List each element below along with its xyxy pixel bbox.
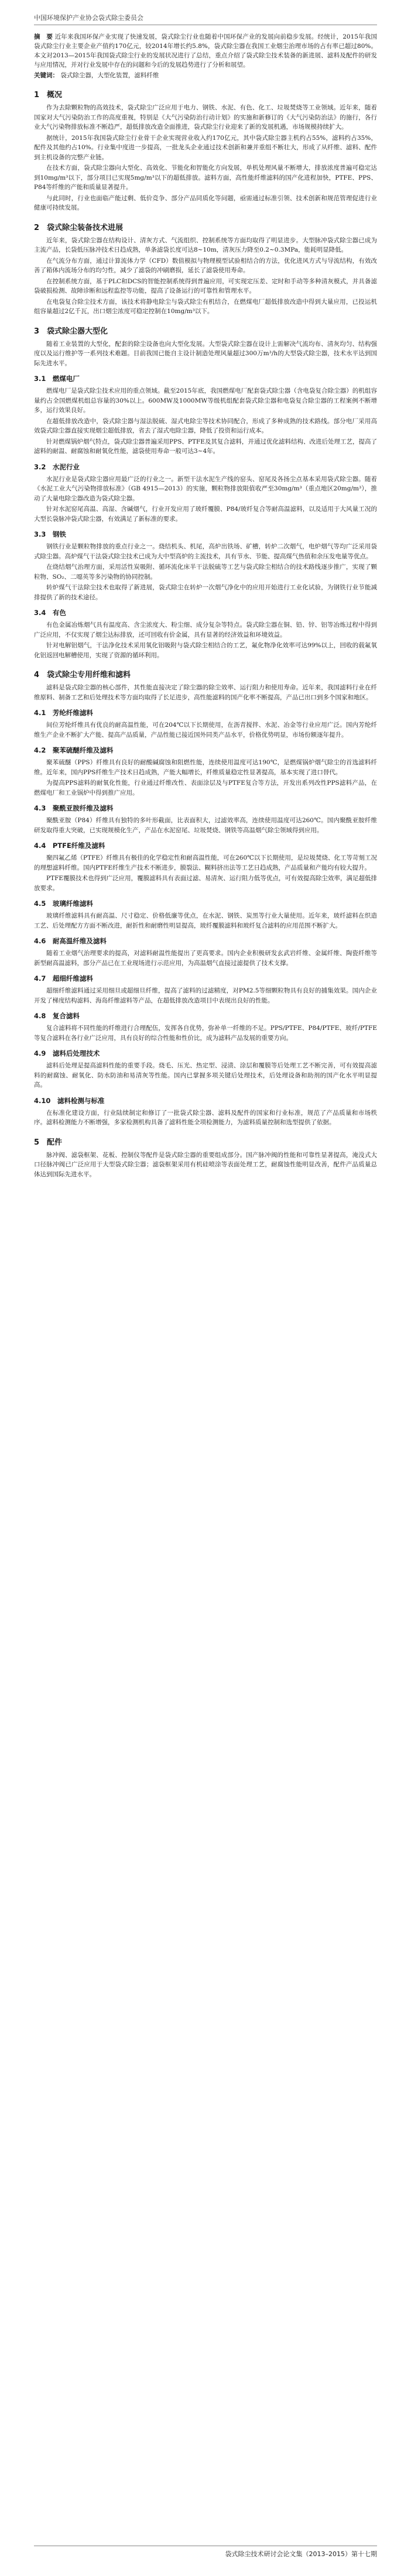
paragraph: 超细纤维滤料通过采用细旦或超细旦纤维，提高了滤料的过滤精度，对PM2.5等细颗粒物具有良好的捕集效果。国内企业开发了梯度结构滤料、海岛纤维滤料等产品，在超低排放改造项目中表现出良好的性能。 xyxy=(34,987,377,1004)
abstract-text: 近年来我国环保产业实现了快速发展，袋式除尘行业也随着中国环保产业的发展向前稳步发展。经统计，2015年我国袋式除尘行业主要企业产值约170亿元，较2014年增长约5.8%，袋式除尘器在我国工业烟尘治理市场的占有率已超过80%。本文对2013—2015年我国袋式除尘行业的发展状况进行了总结，重点介绍了袋式除尘技术装备的新进展、滤料及配件的研发与应用情况，并对行业发展中存在的问题和今后的发展趋势进行了分析和展望。 xyxy=(34,33,377,68)
paragraph: 在气流分布方面，通过计算流体力学（CFD）数值模拟与物理模型试验相结合的方法，优化进风方式与导流结构，有效改善了箱体内流场分布的均匀性，减少了滤袋的冲刷磨损，延长了滤袋使用寿命。 xyxy=(34,257,377,274)
body-content xyxy=(34,88,377,1179)
paragraph: 在电袋复合除尘技术方面，该技术将静电除尘与袋式除尘有机结合，在燃煤电厂超低排放改造中得到大量应用，已投运机组容量超过2亿千瓦，出口烟尘浓度可稳定控制在10mg/m³以下。 xyxy=(34,298,377,315)
section-heading: 5 配件 xyxy=(34,1138,63,1147)
paragraph: 针对燃煤锅炉烟气特点，袋式除尘器普遍采用PPS、PTFE及其复合滤料，并通过优化滤料结构、改进后处理工艺，提高了滤料的耐温、耐腐蚀和耐氧化性能，滤袋使用寿命一般可达3~4年。 xyxy=(34,438,377,455)
paragraph: 在控制系统方面，基于PLC和DCS的智能控制系统得到普遍应用，可实现定压差、定时和手动等多种清灰模式，并具备滤袋破损检测、故障诊断和远程监控等功能，提高了设备运行的可靠性和管理水平。 xyxy=(34,277,377,294)
section-heading: 4 袋式除尘专用纤维和滤料 xyxy=(34,671,131,679)
paragraph: 在超低排放改造中，袋式除尘器与湿法脱硫、湿式电除尘等技术协同配合，形成了多种成熟的技术路线。部分电厂采用高效袋式除尘器直接实现烟尘超低排放，省去了湿式电除尘器，降低了投资和运行成本。 xyxy=(34,417,377,434)
subsection-heading: 4.2 聚苯硫醚纤维及滤料 xyxy=(34,746,114,754)
section-heading: 3 袋式除尘器大型化 xyxy=(34,327,108,336)
subsection-heading: 4.5 玻璃纤维滤料 xyxy=(34,899,93,908)
paragraph: 针对电解铝烟气，干法净化技术采用氧化铝吸附与袋式除尘相结合的工艺，氟化物净化效率可达99%以上，回收的载氟氧化铝返回电解槽使用，实现了资源的循环利用。 xyxy=(34,642,377,659)
paragraph: 在烧结烟气治理方面，采用活性炭吸附、循环流化床半干法脱硫等工艺与袋式除尘相结合的技术路线逐步推广，实现了颗粒物、SO₂、二噁英等多污染物的协同控制。 xyxy=(34,564,377,581)
paragraph: 钢铁行业是颗粒物排放的重点行业之一。烧结机头、机尾，高炉出铁场、矿槽，转炉二次烟气，电炉烟气等均广泛采用袋式除尘器。高炉煤气干法袋式除尘技术已成为大中型高炉的主流技术，具有节水、节能、提高煤气热值和余压发电量等优点。 xyxy=(34,543,377,560)
paragraph: 燃煤电厂是袋式除尘技术应用的重点领域。截至2015年底，我国燃煤电厂配套袋式除尘器（含电袋复合除尘器）的机组容量约占全国燃煤机组总容量的30%以上。600MW及1000MW等级机组配套袋式除尘器和电袋复合除尘器的工程案例不断增多，运行效果良好。 xyxy=(34,387,377,414)
paragraph: 随着工业烟气治理要求的提高，对滤料耐温性能提出了更高要求。国内企业积极研发玄武岩纤维、金属纤维、陶瓷纤维等新型耐高温滤料，部分产品已在工业现场进行示范应用，为高温烟气直接过滤提供了技术支撑。 xyxy=(34,950,377,967)
subsection-heading: 4.4 PTFE纤维及滤料 xyxy=(34,842,105,850)
paragraph: 脉冲阀、滤袋框架、花板、控制仪等配件是袋式除尘器的重要组成部分。国产脉冲阀的性能和可靠性显著提高，淹没式大口径脉冲阀已广泛应用于大型袋式除尘器；滤袋框架采用有机硅喷涂等表面处理工艺，耐腐蚀性能明显改善，配件产品质量总体达到国际先进水平。 xyxy=(34,1151,377,1178)
subsection-heading: 3.3 钢铁 xyxy=(34,530,66,538)
paragraph: 聚苯硫醚（PPS）纤维具有良好的耐酸碱腐蚀和阻燃性能，连续使用温度可达190℃，是燃煤锅炉烟气除尘的首选滤料纤维。近年来，国内PPS纤维生产技术日趋成熟，产能大幅增长，纤维质量稳定性显著提高，基本实现了进口替代。 xyxy=(34,759,377,776)
paragraph: 有色金属冶炼烟气具有温度高、含尘浓度大、粉尘细、成分复杂等特点。袋式除尘器在铜、铅、锌、铝等冶炼过程中得到广泛应用，不仅实现了烟尘达标排放，还可回收有价金属，具有显著的经济效益和环境效益。 xyxy=(34,621,377,638)
paragraph: 复合滤料将不同性能的纤维进行合理配伍，发挥各自优势，弥补单一纤维的不足。PPS/PTFE、P84/PTFE、玻纤/PTFE等复合滤料在各行业广泛应用，具有良好的综合性能和性价比，成为滤料产品发展的重要方向。 xyxy=(34,1025,377,1042)
paragraph: 聚酰亚胺（P84）纤维具有独特的多叶形截面，比表面积大，过滤效率高，连续使用温度可达260℃。国内聚酰亚胺纤维研发取得重大突破，已实现规模化生产，产品在水泥窑尾、垃圾焚烧、钢铁等高温烟气除尘领域得到应用。 xyxy=(34,817,377,834)
paragraph: 玻璃纤维滤料具有耐高温、尺寸稳定、价格低廉等优点，在水泥、钢铁、炭黑等行业大量使用。近年来，玻纤滤料在织造工艺、后处理配方方面不断改进，耐折性和耐磨性明显提高，玻纤覆膜滤料和玻纤复合滤料的应用范围不断扩大。 xyxy=(34,912,377,929)
paragraph: 在技术方面，袋式除尘器向大型化、高效化、节能化和智能化方向发展，单机处理风量不断增大，排放浓度普遍可稳定达到10mg/m³以下，部分项目已实现5mg/m³以下的超低排放。滤料方面，高性能纤维滤料的国产化进程加快，PTFE、PPS、P84等纤维的产能和质量显著提升。 xyxy=(34,164,377,191)
paragraph: 据统计，2015年我国袋式除尘行业骨干企业实现营业收入约170亿元，其中袋式除尘器主机约占55%，滤料约占35%，配件及其他约占10%。行业集中度进一步提高，一批龙头企业通过技术创新和兼并重组不断壮大，形成了从纤维、滤料、配件到主机设备的完整产业链。 xyxy=(34,134,377,161)
paragraph: 间位芳纶纤维具有优良的耐高温性能，可在204℃以下长期使用，在沥青搅拌、水泥、冶金等行业应用广泛。国内芳纶纤维生产企业不断扩大产能、提高产品质量，产品性能已接近国外同类产品水平，价格优势明显，市场份额逐年提升。 xyxy=(34,722,377,739)
paragraph: 作为去除颗粒物的高效技术，袋式除尘广泛应用于电力、钢铁、水泥、有色、化工、垃圾焚烧等工业领域。近年来，随着国家对大气污染防治工作的高度重视，特别是《大气污染防治行动计划》的实施和新修订的《大气污染防治法》的施行，各行业大气污染物排放标准不断趋严，超低排放改造全面推进，袋式除尘行业迎来了新的发展机遇，市场规模持续扩大。 xyxy=(34,104,377,130)
section-heading: 1 概况 xyxy=(34,91,63,99)
subsection-heading: 4.6 耐高温纤维及滤料 xyxy=(34,937,107,945)
subsection-heading: 4.10 滤料检测与标准 xyxy=(34,1096,105,1105)
paragraph: 针对水泥窑尾高温、高湿、含碱烟气，行业开发应用了玻纤覆膜、P84/玻纤复合等耐高温滤料，以及适用于大风量工况的大型长袋脉冲袋式除尘器，有效满足了新标准的要求。 xyxy=(34,506,377,523)
paragraph: 为提高PPS滤料的耐氧化性能，行业通过纤维改性、表面涂层及与PTFE复合等方法，开发出系列改性PPS滤料产品，在燃煤电厂和工业锅炉中得到推广应用。 xyxy=(34,779,377,796)
subsection-heading: 4.1 芳纶纤维滤料 xyxy=(34,709,93,717)
subsection-heading: 4.9 滤料后处理技术 xyxy=(34,1049,100,1057)
abstract xyxy=(34,32,377,70)
abstract-label: 摘 要 xyxy=(34,33,53,40)
paragraph: PTFE覆膜技术也得到广泛应用，覆膜滤料具有表面过滤、易清灰、运行阻力低等优点，可有效提高除尘效率，满足超低排放要求。 xyxy=(34,875,377,892)
paragraph: 在标准化建设方面，行业陆续制定和修订了一批袋式除尘器、滤料及配件的国家和行业标准，规范了产品质量和市场秩序。滤料检测能力不断增强，多家检测机构具备了滤料性能全项检测能力，为滤料质量控制和选型提供了依据。 xyxy=(34,1109,377,1126)
subsection-heading: 3.2 水泥行业 xyxy=(34,462,80,471)
keywords-text: 袋式除尘器，大型化装置，滤料纤维 xyxy=(60,72,159,79)
paragraph: 随着工业装置的大型化，配套的除尘设备也向大型化发展。大型袋式除尘器在设计上需解决气流均布、清灰均匀、结构强度以及运行维护等一系列技术难题。目前我国已能自主设计制造处理风量超过300万m³/h的大型袋式除尘器，技术水平达到国际先进水平。 xyxy=(34,340,377,367)
subsection-heading: 3.4 有色 xyxy=(34,609,66,617)
subsection-heading: 4.7 超细纤维滤料 xyxy=(34,974,93,983)
subsection-heading: 4.3 聚酰亚胺纤维及滤料 xyxy=(34,804,114,812)
subsection-heading: 3.1 燃煤电厂 xyxy=(34,375,80,383)
paragraph: 聚四氟乙烯（PTFE）纤维具有极佳的化学稳定性和耐高温性能，可在260℃以下长期使用，是垃圾焚烧、化工等苛刻工况的理想滤料纤维。国内PTFE纤维生产技术不断进步，膜裂法、糊料挤出法等工艺日趋成熟，产品质量和产能均有较大提升。 xyxy=(34,854,377,871)
keywords-label: 关键词： xyxy=(34,72,59,79)
paragraph: 与此同时，行业也面临产能过剩、低价竞争、部分产品同质化等问题，亟需通过标准引领、技术创新和规范管理促进行业健康可持续发展。 xyxy=(34,194,377,211)
subsection-heading: 4.8 复合滤料 xyxy=(34,1012,80,1020)
paragraph: 近年来，袋式除尘器在结构设计、清灰方式、气流组织、控制系统等方面均取得了明显进步。大型脉冲袋式除尘器已成为主流产品，长袋低压脉冲技术日趋成熟，单条滤袋长度可达8~10m，清灰压力降至0.2~0.3MPa，能耗明显降低。 xyxy=(34,236,377,253)
section-heading: 2 袋式除尘装备技术进展 xyxy=(34,223,124,232)
paragraph: 转炉煤气干法除尘技术也取得了新进展，袋式除尘在转炉一次烟气净化中的应用开始进行工业化试验，为钢铁行业节能减排提供了新的技术途径。 xyxy=(34,584,377,601)
paragraph: 水泥行业是袋式除尘器应用最广泛的行业之一。新型干法水泥生产线的窑头、窑尾及各扬尘点基本采用袋式除尘器。随着《水泥工业大气污染物排放标准》（GB 4915—2013）的实施，颗粒物排放限值收严至30mg/m³（重点地区20mg/m³），推动了大量电除尘器改造为袋式除尘器。 xyxy=(34,475,377,502)
page-footer: 袋式除尘技术研讨会论文集（2013–2015）第十七期 xyxy=(34,2546,377,2558)
paragraph: 滤料后处理是提高滤料性能的重要手段。烧毛、压光、热定型、浸渍、涂层和覆膜等后处理工艺不断完善，可有效提高滤料的耐腐蚀、耐氧化、防水防油和易清灰等性能。国内已掌握多项关键后处理技术，后处理设备和助剂的国产化水平明显提高。 xyxy=(34,1062,377,1088)
paragraph: 滤料是袋式除尘器的核心部件，其性能直接决定了除尘器的除尘效率、运行阻力和使用寿命。近年来，我国滤料行业在纤维原料、制备工艺和后处理技术等方面均取得了长足进步，高性能滤料的国产化率不断提高，产品已出口到多个国家和地区。 xyxy=(34,684,377,701)
keywords xyxy=(34,71,377,80)
running-head: 中国环境保护产业协会袋式除尘委员会 xyxy=(34,13,377,25)
